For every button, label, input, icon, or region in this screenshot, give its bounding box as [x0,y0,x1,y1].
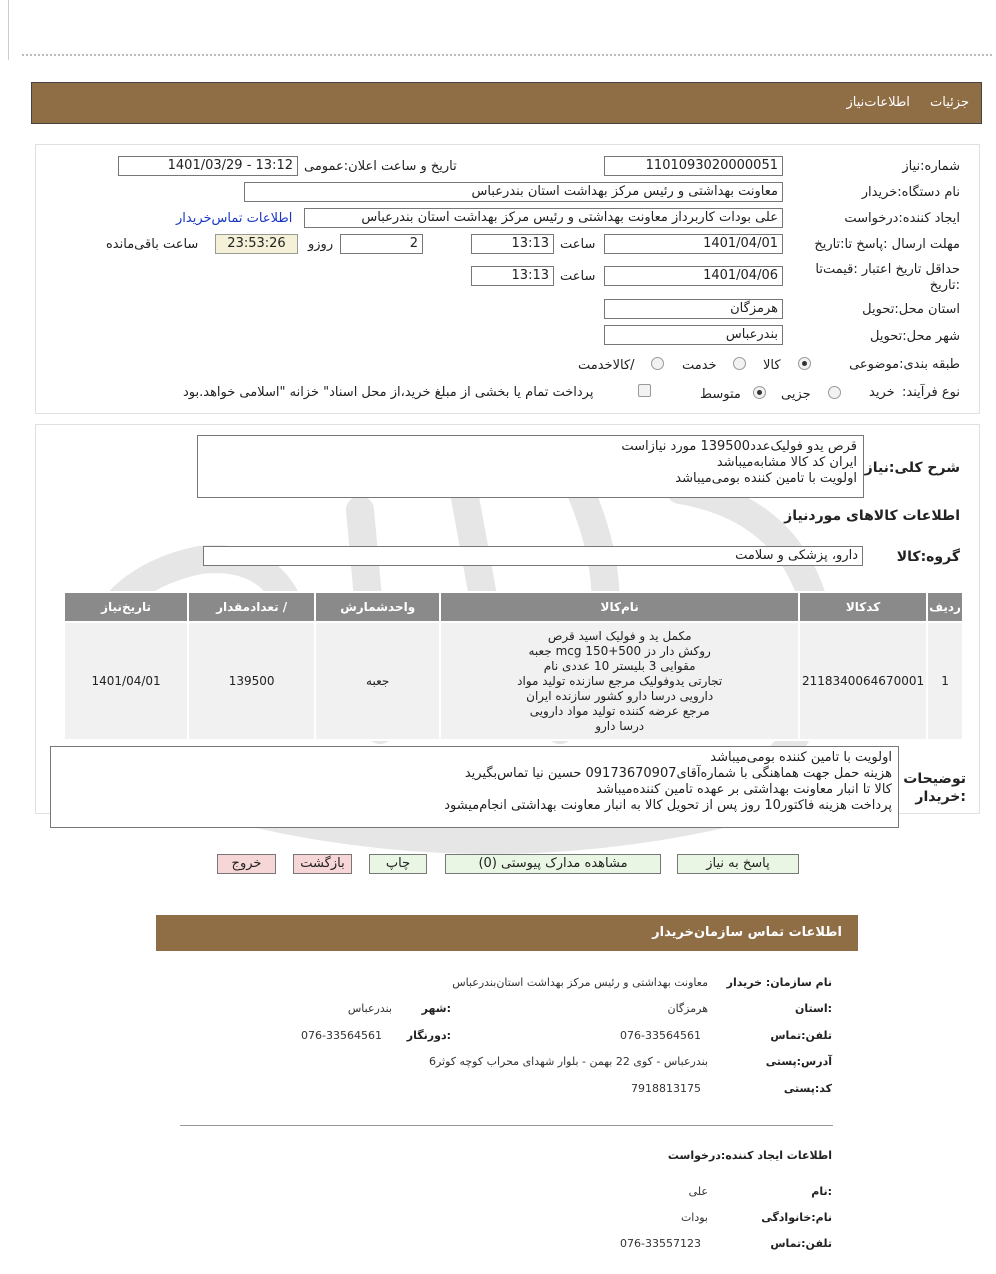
requester-phone-value: 076-33557123 [620,1237,701,1250]
category-label: طبقه بندی:موضوعی [849,357,960,372]
category-goods-label: کالا [763,358,781,373]
validity-date-field: 1401/04/06 [604,266,783,286]
print-button[interactable]: چاپ [369,854,427,874]
deadline-date-field: 1401/04/01 [604,234,783,254]
deadline-time-label: ساعت [560,237,596,252]
buyer-org-label: نام دستگاه:خریدار [861,185,960,200]
process-medium-label: متوسط [700,387,741,402]
notes-line: کالا تا انبار معاونت بهداشتی بر عهده تامین کننده‌میباشد [596,782,892,797]
row-date: 1401/04/01 [64,622,188,740]
contact-province-value: هرمزگان [667,1002,708,1015]
row-code: 2118340064670001 [799,622,927,740]
contact-fax-value: 076-33564561 [301,1029,382,1042]
buyer-notes-label-1: توضیحات [903,771,966,787]
days-label: روزو [308,237,334,252]
creator-field: علی بودات کاربرداز معاونت بهداشتی و رئیس مرکز بهداشت استان بندرعباس [304,208,783,228]
row-name-line: مرجع عرضه کننده تولید مواد دارویی [529,703,710,718]
validity-label-2: :تاریخ [929,278,960,293]
contact-org-label: نام سازمان: خریدار [726,976,832,989]
category-service-label: خدمت [682,358,717,373]
days-field: 2 [340,234,423,254]
table-header-row [64,592,963,622]
requester-name-value: علی [688,1185,708,1198]
top-divider [22,54,992,56]
province-field: هرمزگان [604,299,783,319]
details-tab[interactable]: جزئیات [930,95,969,110]
contact-address-value: بندرعباس - کوی 22 بهمن - بلوار شهدای محراب کوچه کوثر6 [428,1055,708,1068]
contact-postal-label: کد:پستی [783,1082,832,1095]
notes-line: پرداخت هزینه فاکتور10 روز پس از تحویل کالا به انبار معاونت بهداشتی انجام‌میشود [444,798,892,813]
treasury-payment-note: پرداخت تمام یا بخشی از مبلغ خرید،از محل اسناد" خزانه "اسلامی خواهد.بود [183,385,594,400]
notes-line: هزینه حمل جهت هماهنگی با شماره‌آقای09173670907 حسین نیا تماس‌بگیرید [464,766,892,781]
page-edge-line [8,0,9,60]
row-name-line: مقوایی 3 بلیستر 10 عددی نام [543,658,696,673]
category-service-radio[interactable] [733,357,746,370]
buyer-contact-link[interactable]: اطلاعات تماس‌خریدار [176,211,293,226]
col-qty: / تعدادمقدار [188,592,315,622]
creator-label: ایجاد کننده:درخواست [844,211,960,226]
validity-time-label: ساعت [560,269,596,284]
reply-button[interactable]: پاسخ به نیاز [677,854,799,874]
process-buy-label: خرید [869,385,895,400]
category-goods-radio[interactable] [798,357,811,370]
row-name [440,622,799,740]
requester-title: اطلاعات ایجاد کننده:درخواست [667,1149,832,1162]
summary-line: اولویت با تامین کننده بومی‌میباشد [675,471,857,486]
row-index: 1 [927,622,963,740]
goods-group-label: گروه:کالا [896,549,960,565]
need-info-tab[interactable]: اطلاعات‌نیاز [846,95,910,110]
contact-separator [180,1125,833,1126]
buyer-contact-title: اطلاعات تماس سازمان‌خریدار [652,925,842,940]
goods-info-title: اطلاعات کالاهای موردنیاز [784,508,960,524]
announce-date-field: 1401/03/29 - 13:12 [118,156,298,176]
buyer-notes-label-2: :خریدار [915,789,966,805]
process-label: نوع فرآیند: [902,385,960,400]
province-label: استان محل:تحویل [862,302,960,317]
contact-province-label: :استان [795,1002,832,1015]
city-label: شهر محل:تحویل [870,329,960,344]
contact-postal-value: 7918813175 [631,1082,701,1095]
row-name-line: دارویی درسا دارو کشور سازنده ایران [526,688,714,703]
back-button[interactable]: بازگشت [293,854,352,874]
contact-org-value: معاونت بهداشتی و رئیس مرکز بهداشت استان‌بندرعباس [452,976,708,989]
remaining-time: 23:53:26 [215,234,298,254]
contact-fax-label: :دورنگار [406,1029,451,1042]
col-index: ردیف [927,592,963,622]
summary-line: قرص یدو فولیک‌عدد139500 مورد نیازاست [621,439,857,454]
buyer-org-field: معاونت بهداشتی و رئیس مرکز بهداشت استان بندرعباس [244,182,783,202]
process-small-radio[interactable] [828,386,841,399]
need-number-label: شماره:نیاز [902,159,960,174]
col-name: نام‌کالا [440,592,799,622]
details-header-bar [31,82,982,124]
validity-label-1: حداقل تاریخ اعتبار :قیمت‌تا [815,262,960,277]
row-name-line: تجارتی یدوفولیک مرجع سازنده تولید مواد [517,673,723,688]
process-small-label: جزیی [781,387,811,402]
category-both-radio[interactable] [651,357,664,370]
row-name-line: روکش دار دز 500+150 mcg جعبه [528,643,711,658]
requester-family-value: بودات [680,1211,708,1224]
requester-phone-label: تلفن:تماس [770,1237,832,1250]
deadline-time-field: 13:13 [471,234,554,254]
contact-city-value: بندرعباس [347,1002,392,1015]
contact-phone-label: تلفن:تماس [770,1029,832,1042]
row-name-line: درسا دارو [595,718,645,733]
contact-city-label: :شهر [421,1002,451,1015]
process-medium-radio[interactable] [753,386,766,399]
requester-name-label: :نام [811,1185,832,1198]
category-both-label: /کالاخدمت [578,358,635,373]
col-unit: واحدشمارش [315,592,440,622]
row-qty: 139500 [188,622,315,740]
summary-line: ایران کد کالا مشابه‌میباشد [716,455,857,470]
contact-address-label: آدرس:پستی [765,1055,832,1068]
summary-textarea [197,435,864,498]
attachments-button[interactable]: مشاهده مدارک پیوستی (0) [445,854,661,874]
row-name-line: مکمل ید و فولیک اسید قرص [547,628,692,643]
validity-time-field: 13:13 [471,266,554,286]
summary-label: شرح کلی:نیاز [864,460,960,476]
goods-group-field: دارو، پزشکی و سلامت [203,546,863,566]
exit-button[interactable]: خروج [217,854,276,874]
row-unit: جعبه [315,622,440,740]
announce-label: تاریخ و ساعت اعلان:عمومی [304,159,457,174]
buyer-contact-header [156,915,858,951]
city-field: بندرعباس [604,325,783,345]
col-date: تاریخ‌نیاز [64,592,188,622]
treasury-payment-checkbox[interactable] [638,384,651,397]
requester-family-label: نام:خانوادگی [761,1211,832,1224]
remaining-label: ساعت باقی‌مانده [106,237,199,252]
col-code: کدکالا [799,592,927,622]
goods-table [63,591,964,741]
notes-line: اولویت با تامین کننده بومی‌میباشد [710,750,892,765]
table-row[interactable] [64,622,963,740]
contact-phone-value: 076-33564561 [620,1029,701,1042]
deadline-label: مهلت ارسال :پاسخ تا:تاریخ [814,237,960,252]
need-number-field: 1101093020000051 [604,156,783,176]
buyer-notes-textarea [50,746,899,828]
